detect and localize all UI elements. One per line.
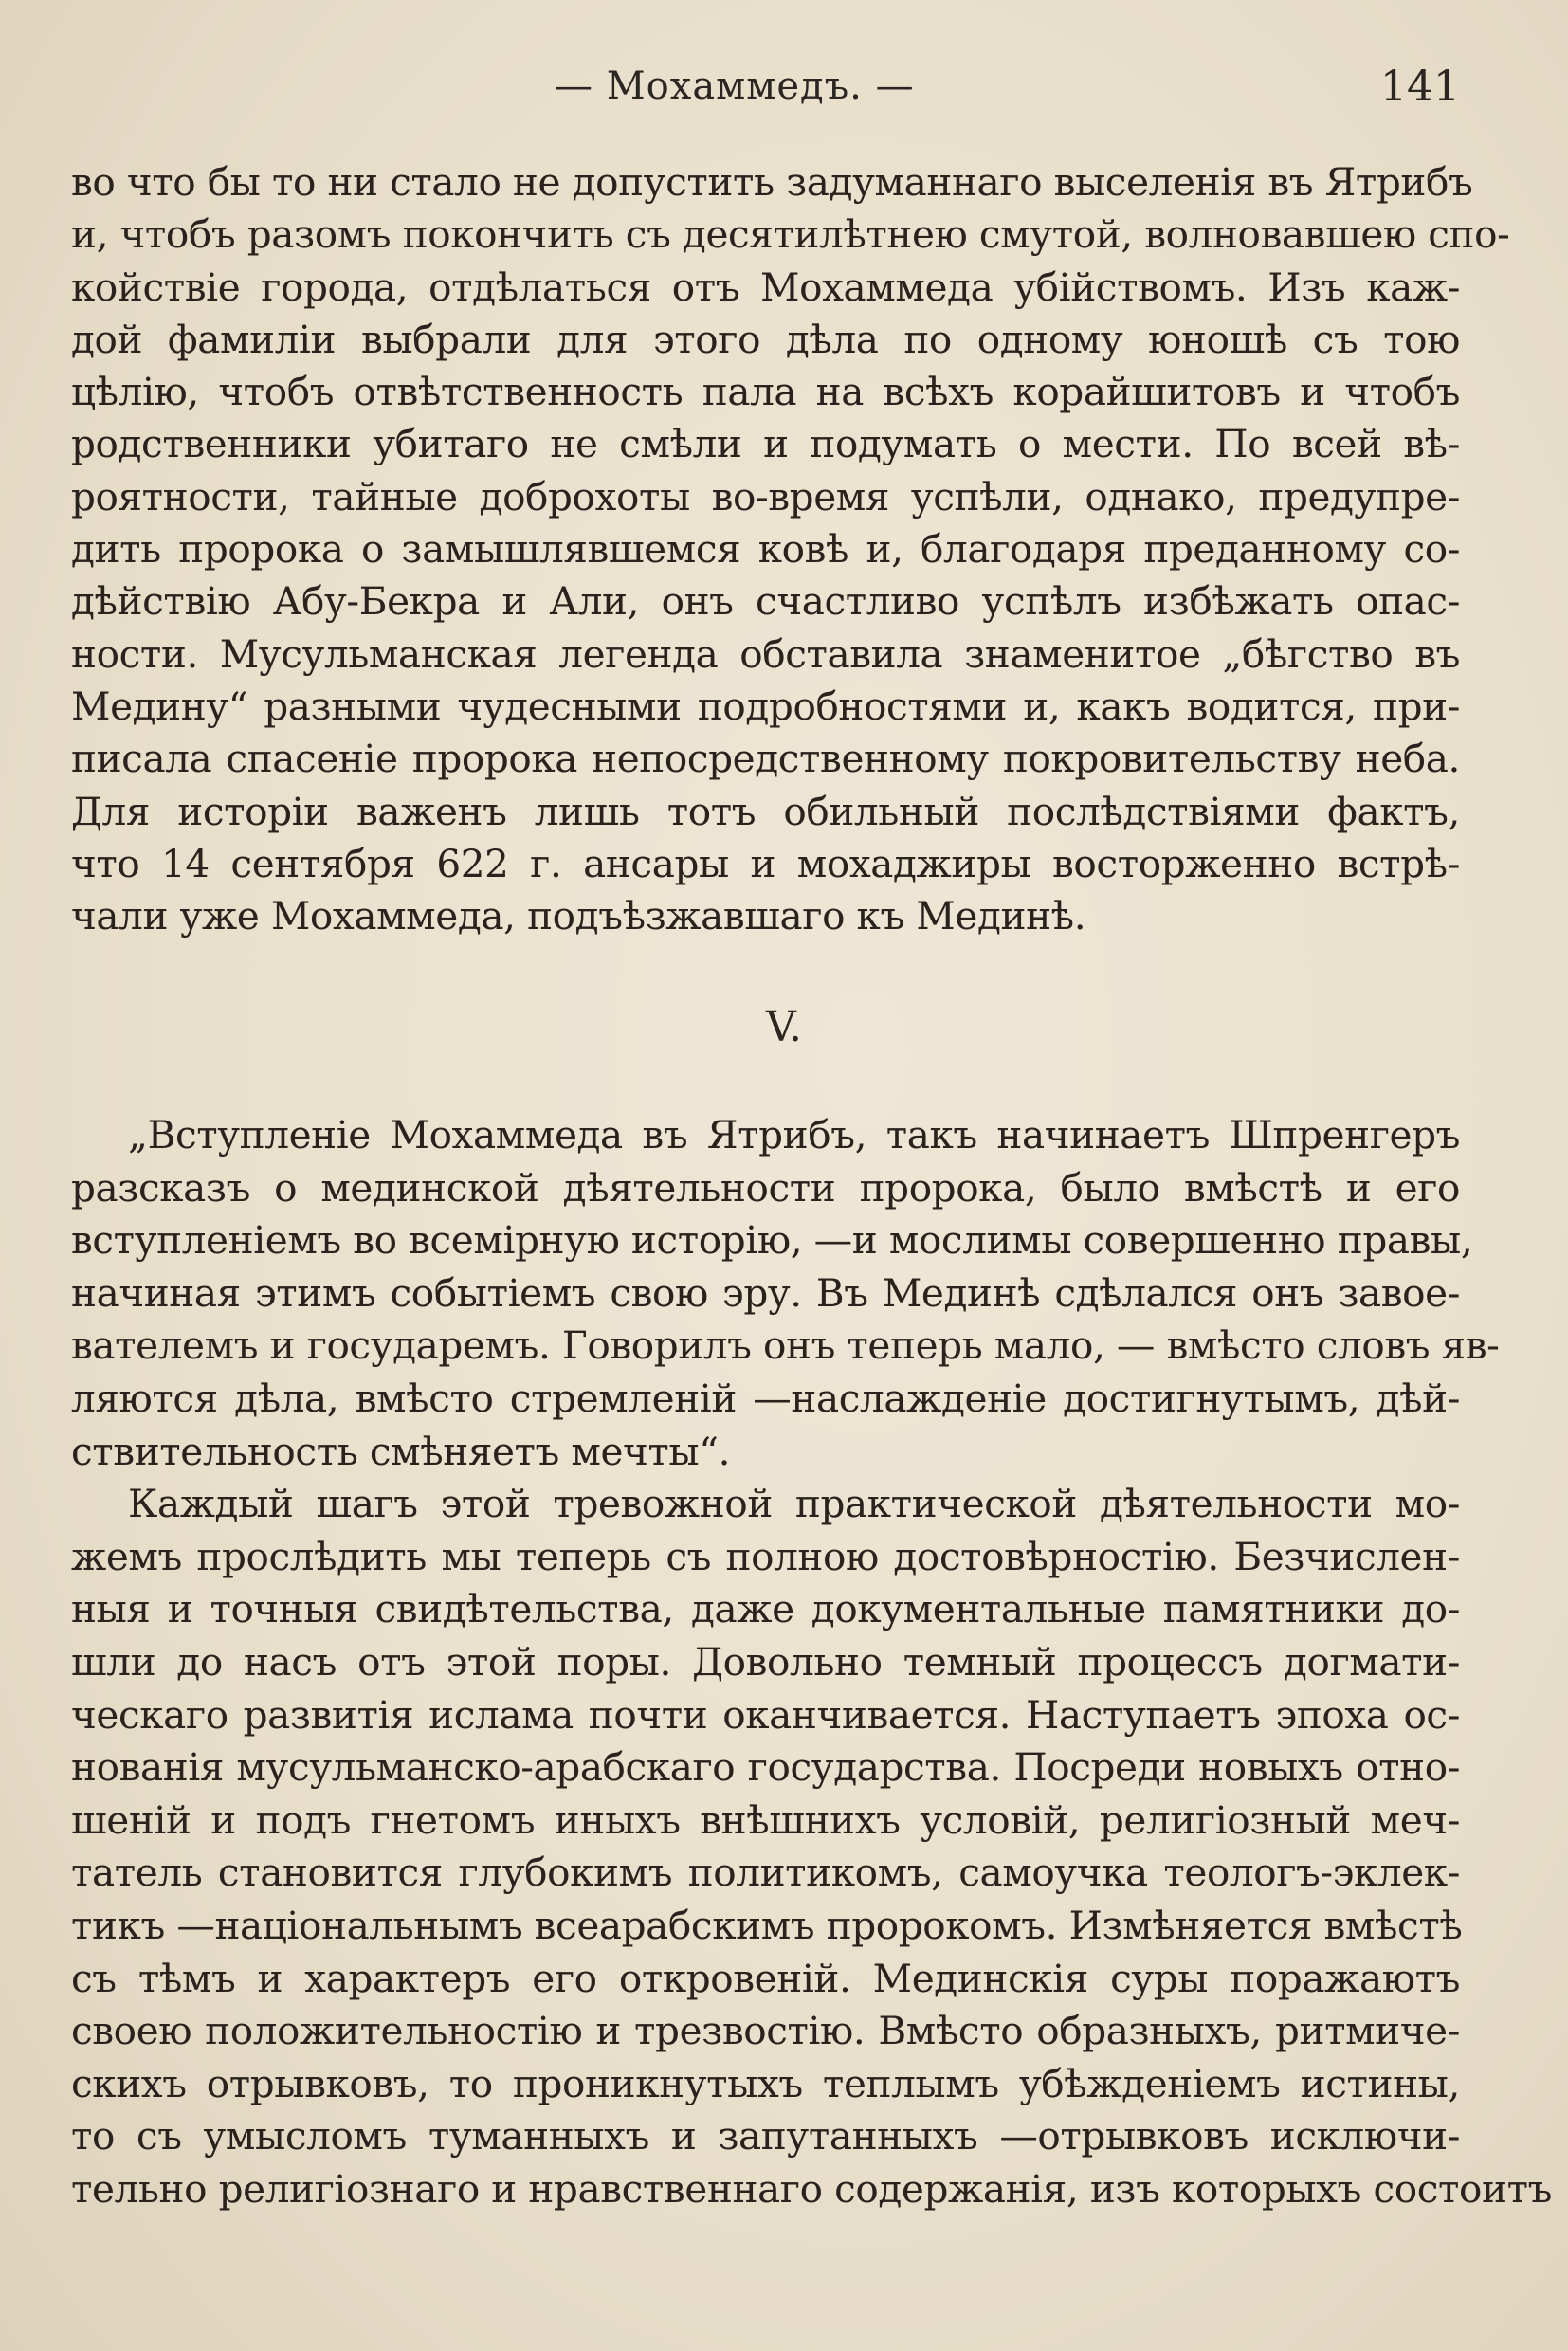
text-line: цѣлію, чтобъ отвѣтственность пала на всѣхъ корайшитовъ и чтобъ	[71, 369, 1460, 415]
text-line: вступленіемъ во всемірную исторію, —и мослимы совершенно правы,	[71, 1217, 1473, 1264]
text-line: то съ умысломъ туманныхъ и запутанныхъ —отрывковъ исключи-	[71, 2113, 1460, 2160]
text-line: дить пророка о замышлявшемся ковѣ и, благодаря преданному со-	[71, 526, 1460, 573]
text-line: шли до насъ отъ этой поры. Довольно темный процессъ догмати-	[71, 1638, 1460, 1685]
text-block-1	[71, 156, 1510, 942]
text-line: съ тѣмъ и характеръ его откровеній. Мединскія суры поражаютъ	[71, 1955, 1460, 2001]
text-line: ныя и точныя свидѣтельства, даже документальные памятники до-	[71, 1586, 1460, 1632]
text-line: что 14 сентября 622 г. ансары и мохаджиры восторженно встрѣ-	[71, 840, 1460, 886]
text-line: своею положительностію и трезвостію. Вмѣсто образныхъ, ритмиче-	[71, 2008, 1460, 2054]
text-line: писала спасеніе пророка непосредственному покровительству неба.	[71, 736, 1460, 782]
text-line: „Вступленіе Мохаммеда въ Ятрибъ, такъ начинаетъ Шпренгеръ	[128, 1112, 1460, 1157]
text-line: ляются дѣла, вмѣсто стремленій —наслажденіе достигнутымъ, дѣй-	[71, 1375, 1460, 1421]
page-number: 141	[1380, 63, 1460, 111]
text-line: койствіе города, отдѣлаться отъ Мохаммеда убійствомъ. Изъ каж-	[71, 264, 1460, 310]
text-line: родственники убитаго не смѣли и подумать о мести. По всей вѣ-	[71, 421, 1460, 467]
text-line: чали уже Мохаммеда, подъѣзжавшаго къ Мединѣ.	[71, 893, 1086, 939]
text-line: роятности, тайные доброхоты во-время успѣли, однако, предупре-	[71, 473, 1460, 519]
text-line: нованія мусульманско-арабскаго государства. Посреди новыхъ отно-	[71, 1744, 1460, 1791]
text-line: разсказъ о мединской дѣятельности пророка, было вмѣстѣ и его	[71, 1164, 1460, 1211]
running-title: — Мохаммедъ. —	[555, 64, 915, 108]
text-line: Для исторіи важенъ лишь тотъ обильный послѣдствіями фактъ,	[71, 788, 1460, 834]
text-line: Медину“ разными чудесными подробностями и, какъ водится, при-	[71, 683, 1460, 729]
text-line: ческаго развитія ислама почти оканчивается. Наступаетъ эпоха ос-	[71, 1691, 1460, 1738]
text-line: жемъ прослѣдить мы теперь съ полною достовѣрностію. Безчислен-	[71, 1533, 1460, 1579]
page-header	[71, 55, 1460, 121]
text-line: ствительность смѣняетъ мечты“.	[71, 1428, 731, 1474]
text-line: дой фамиліи выбрали для этого дѣла по одному юношѣ съ тою	[71, 316, 1460, 362]
text-line: скихъ отрывковъ, то проникнутыхъ теплымъ убѣжденіемъ истины,	[71, 2060, 1460, 2106]
text-line: тикъ —національнымъ всеарабскимъ пророкомъ. Измѣняется вмѣстѣ	[71, 1902, 1463, 1948]
text-block-2	[71, 1109, 1552, 2215]
text-line: начиная этимъ событіемъ свою эру. Въ Мединѣ сдѣлался онъ завое-	[71, 1269, 1460, 1316]
text-line: во что бы то ни стало не допустить задуманнаго выселенія въ Ятрибъ	[71, 159, 1473, 205]
text-line: Каждый шагъ этой тревожной практической дѣятельности мо-	[128, 1481, 1460, 1527]
text-line: вателемъ и государемъ. Говорилъ онъ теперь мало, — вмѣсто словъ яв-	[71, 1322, 1500, 1369]
text-line: дѣйствію Абу-Бекра и Али, онъ счастливо успѣлъ избѣжать опас-	[71, 578, 1460, 625]
text-line: и, чтобъ разомъ покончить съ десятилѣтнею смутой, волновавшею спо-	[71, 211, 1510, 258]
section-heading: V.	[765, 1003, 803, 1051]
text-line: шеній и подъ гнетомъ иныхъ внѣшнихъ условій, религіозный меч-	[71, 1796, 1460, 1843]
text-line: татель становится глубокимъ политикомъ, самоучка теологъ-эклек-	[71, 1850, 1460, 1896]
text-line: тельно религіознаго и нравственнаго содержанія, изъ которыхъ состоитъ	[71, 2165, 1552, 2212]
text-line: ности. Мусульманская легенда обставила знаменитое „бѣгство въ	[71, 630, 1460, 677]
